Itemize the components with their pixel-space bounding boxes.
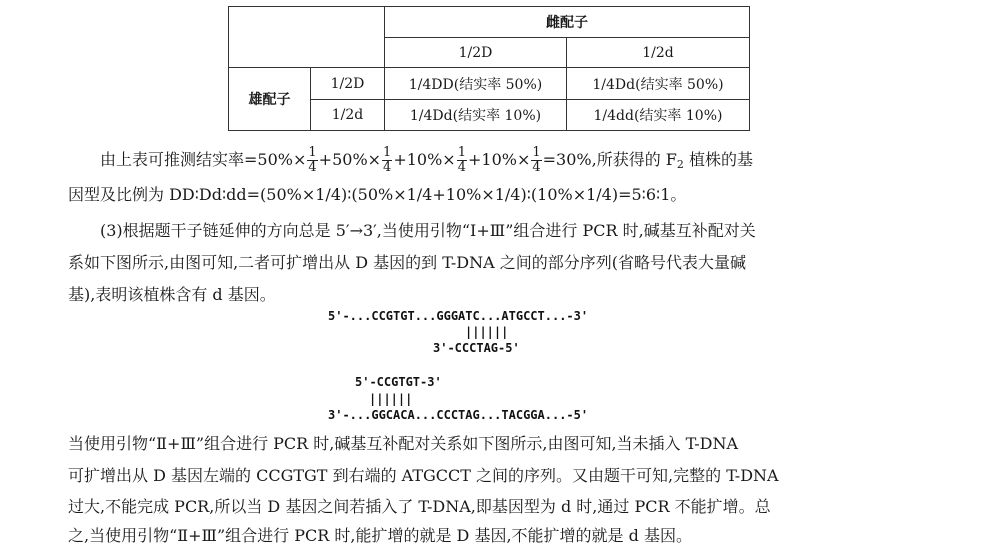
fraction-denominator: 4	[383, 160, 392, 175]
fraction-denominator: 4	[308, 160, 317, 175]
fraction-numerator: 1	[308, 145, 317, 160]
fraction-numerator: 1	[457, 145, 466, 160]
table-cell: 1/4Dd(结实率 50%)	[567, 68, 750, 100]
female-gamete-header: 雌配子	[385, 7, 750, 38]
fraction-numerator: 1	[532, 145, 541, 160]
paragraph-line: (3)根据题干子链延伸的方向总是 5′→3′,当使用引物“Ⅰ+Ⅲ”组合进行 PCR 时,碱基互补配对关	[100, 221, 756, 240]
base-pair-bonds: ||||||	[465, 325, 509, 339]
table-cell: 1/4Dd(结实率 10%)	[385, 100, 567, 131]
fraction	[307, 146, 317, 175]
formula-text: +10%×	[393, 150, 456, 169]
base-pair-bonds: ||||||	[369, 392, 413, 406]
subscript: 2	[676, 158, 684, 171]
col-label-1: 1/2D	[385, 37, 567, 68]
male-gamete-header: 雄配子	[229, 68, 311, 131]
row-label-2: 1/2d	[311, 100, 385, 131]
primer-iii: 3'-CCCTAG-5'	[433, 341, 520, 355]
table-corner	[229, 7, 385, 68]
fraction-denominator: 4	[457, 160, 466, 175]
paragraph-line: 之,当使用引物“Ⅱ+Ⅲ”组合进行 PCR 时,能扩增的就是 D 基因,不能扩增的就是 d 基因。	[68, 526, 692, 545]
formula-text: +10%×	[467, 150, 531, 169]
fraction	[382, 146, 392, 175]
fraction-denominator: 4	[532, 160, 541, 175]
primer-ii: 5'-CCGTGT-3'	[355, 375, 442, 389]
table-cell: 1/4dd(结实率 10%)	[567, 100, 750, 131]
paragraph-line: 当使用引物“Ⅱ+Ⅲ”组合进行 PCR 时,碱基互补配对关系如下图所示,由图可知,当未插入 T-DNA	[68, 434, 739, 453]
row-label-1: 1/2D	[311, 68, 385, 100]
formula-text: 植株的基	[683, 150, 753, 169]
formula-text: +50%×	[318, 150, 382, 169]
formula-text: 由上表可推测结实率=50%×	[100, 150, 307, 169]
table-cell: 1/4DD(结实率 50%)	[385, 68, 567, 100]
dna-strand-top: 5'-...CCGTGT...GGGATC...ATGCCT...-3'	[328, 309, 589, 323]
formula-line	[100, 144, 753, 181]
paragraph-line: 基),表明该植株含有 d 基因。	[68, 285, 276, 304]
dna-strand-bottom: 3'-...GGCACA...CCCTAG...TACGGA...-5'	[328, 408, 589, 422]
fraction	[457, 146, 467, 175]
paragraph-line: 可扩增出从 D 基因左端的 CCGTGT 到右端的 ATGCCT 之间的序列。又由题干可知,完整的 T-DNA	[68, 466, 779, 485]
paragraph-line: 系如下图所示,由图可知,二者可扩增出从 D 基因的到 T-DNA 之间的部分序列(省略号代表大量碱	[68, 253, 746, 272]
gamete-table	[228, 6, 750, 131]
formula-text: =30%,所获得的 F	[542, 150, 677, 169]
paragraph-line: 过大,不能完成 PCR,所以当 D 基因之间若插入了 T-DNA,即基因型为 d 时,通过 PCR 不能扩增。总	[68, 497, 771, 516]
fraction	[531, 146, 541, 175]
fraction-numerator: 1	[383, 145, 392, 160]
genotype-ratio-line: 因型及比例为 DD∶Dd∶dd=(50%×1/4)∶(50%×1/4+10%×1/4)∶(10%×1/4)=5∶6∶1。	[68, 185, 687, 204]
col-label-2: 1/2d	[567, 37, 750, 68]
